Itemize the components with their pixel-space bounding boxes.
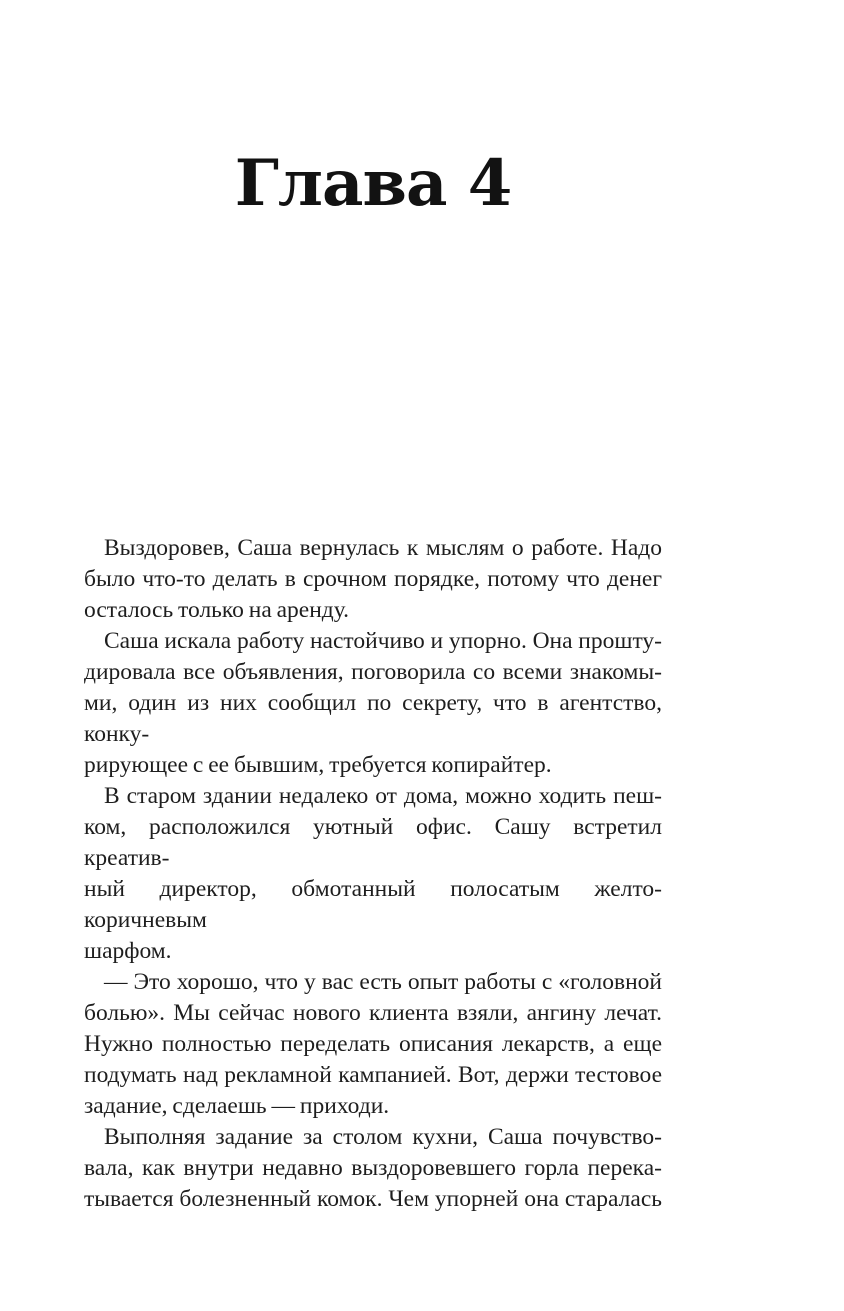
text-line: тывается болезненный комок. Чем упорней она старалась (84, 1186, 662, 1212)
text-line: ком, расположился уютный офис. Сашу встретил креатив- (84, 814, 662, 871)
text-line: вала, как внутри недавно выздоровевшего горла перека- (84, 1155, 662, 1181)
paragraph (84, 626, 662, 781)
paragraph (84, 967, 662, 1122)
text-line: дировала все объявления, поговорила со всеми знакомы- (84, 659, 662, 685)
text-line: рирующее с ее бывшим, требуется копирайтер. (84, 752, 552, 778)
text-line: В старом здании недалеко от дома, можно ходить пеш- (104, 783, 662, 809)
text-line: задание, сделаешь — приходи. (84, 1093, 390, 1119)
paragraph (84, 533, 662, 626)
text-line: болью». Мы сейчас нового клиента взяли, ангину лечат. (84, 1000, 662, 1026)
paragraph (84, 781, 662, 967)
text-line: подумать над рекламной кампанией. Вот, держи тестовое (84, 1062, 662, 1088)
text-line: Выздоровев, Саша вернулась к мыслям о работе. Надо (104, 535, 662, 561)
text-line: ный директор, обмотанный полосатым желто-коричневым (84, 876, 662, 933)
text-line: было что-то делать в срочном порядке, потому что денег (84, 566, 662, 592)
body-text (84, 533, 662, 1215)
text-line: Саша искала работу настойчиво и упорно. Она прошту- (104, 628, 662, 654)
text-line: шарфом. (84, 938, 172, 964)
text-line: ми, один из них сообщил по секрету, что в агентство, конку- (84, 690, 662, 747)
text-line: — Это хорошо, что у вас есть опыт работы с «головной (104, 969, 662, 995)
paragraph (84, 1122, 662, 1215)
chapter-title: Глава 4 (234, 146, 512, 221)
text-line: осталось только на аренду. (84, 597, 350, 623)
text-line: Нужно полностью переделать описания лекарств, а еще (84, 1031, 662, 1057)
text-line: Выполняя задание за столом кухни, Саша почувство- (104, 1124, 662, 1150)
